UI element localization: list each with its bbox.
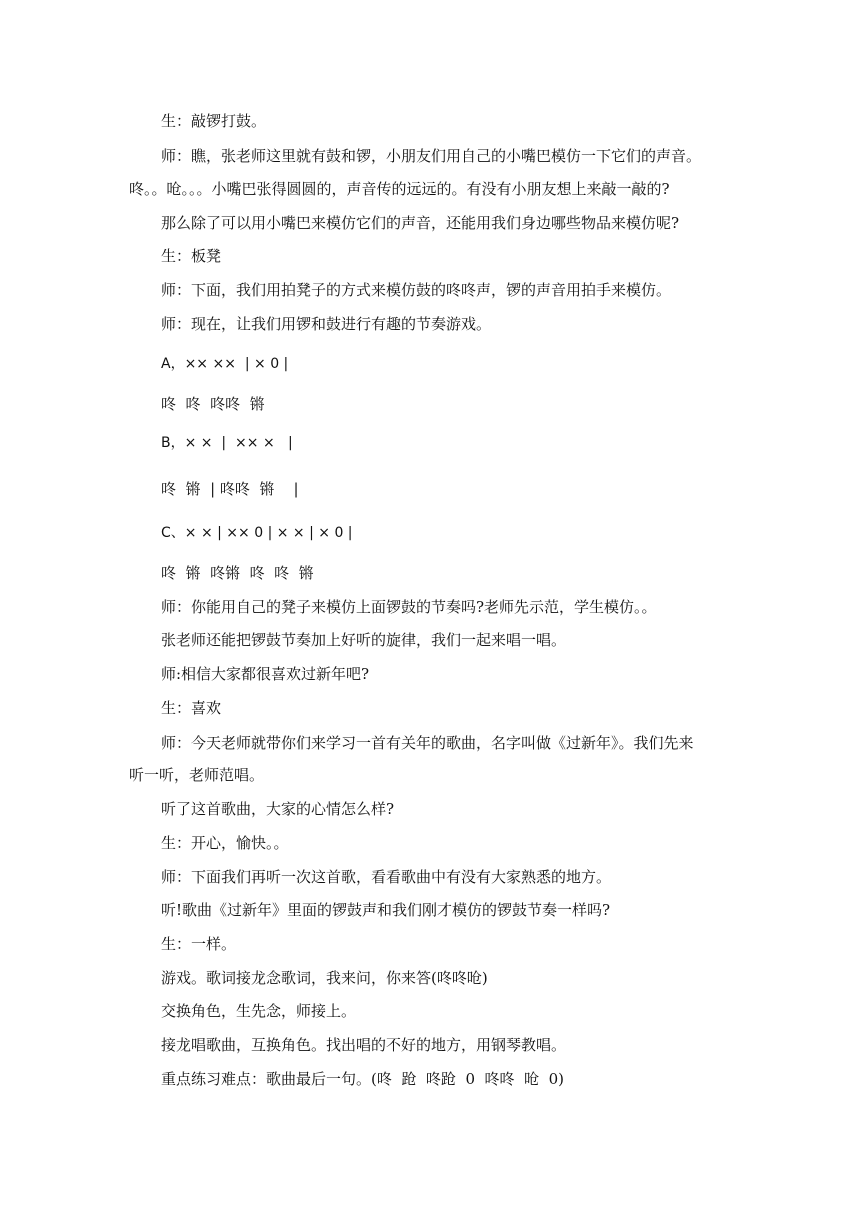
- paragraph-line: 生：开心，愉快。。: [161, 834, 289, 852]
- paragraph-line: 听了这首歌曲，大家的心情怎么样?: [161, 800, 395, 818]
- paragraph-line: 师：今天老师就带你们来学习一首有关年的歌曲，名字叫做《过新年》。我们先来: [161, 734, 694, 752]
- paragraph-line: 张老师还能把锣鼓节奏加上好听的旋律，我们一起来唱一唱。: [161, 631, 567, 649]
- paragraph-line: 听!歌曲《过新年》里面的锣鼓声和我们刚才模仿的锣鼓节奏一样吗?: [161, 901, 611, 919]
- rhythm-notation: B，× × | ×× × |: [161, 435, 293, 451]
- paragraph-line: 师：下面，我们用拍凳子的方式来模仿鼓的咚咚声，锣的声音用拍手来模仿。: [161, 281, 672, 299]
- paragraph-line: 生：喜欢: [161, 699, 222, 717]
- paragraph-line: 师：瞧，张老师这里就有鼓和锣，小朋友们用自己的小嘴巴模仿一下它们的声音。: [161, 147, 702, 165]
- paragraph-line: 师：现在，让我们用锣和鼓进行有趣的节奏游戏。: [161, 315, 492, 333]
- paragraph-line: 接龙唱歌曲，互换角色。找出唱的不好的地方，用钢琴教唱。: [161, 1036, 567, 1054]
- rhythm-syllables: 咚 锵 | 咚咚 锵 |: [161, 480, 299, 498]
- rhythm-notation: C、× × | ×× 0 | × × | × 0 |: [161, 525, 353, 541]
- paragraph-line: 生：敲锣打鼓。: [161, 112, 267, 130]
- paragraph-line: 师：下面我们再听一次这首歌，看看歌曲中有没有大家熟悉的地方。: [161, 868, 612, 886]
- paragraph-line: 咚。。呛。。。小嘴巴张得圆圆的，声音传的远远的。有没有小朋友想上来敲一敲的?: [129, 180, 670, 198]
- paragraph-line: 那么除了可以用小嘴巴来模仿它们的声音，还能用我们身边哪些物品来模仿呢?: [161, 214, 680, 232]
- paragraph-line: 交换角色，生先念，师接上。: [161, 1002, 357, 1020]
- paragraph-line: 师：你能用自己的凳子来模仿上面锣鼓的节奏吗?老师先示范，学生模仿。。: [161, 598, 657, 616]
- paragraph-line: 师:相信大家都很喜欢过新年吧?: [161, 665, 370, 683]
- paragraph-line: 听一听，老师范唱。: [129, 766, 265, 784]
- paragraph-line: 游戏。歌词接龙念歌词，我来问，你来答(咚咚呛): [161, 969, 488, 987]
- rhythm-syllables: 咚 锵 咚锵 咚 咚 锵: [161, 564, 314, 582]
- paragraph-line: 重点练习难点：歌曲最后一句。(咚 跄 咚跄 0 咚咚 呛 0): [161, 1070, 565, 1088]
- rhythm-notation: A，×× ×× | × 0 |: [161, 356, 289, 372]
- paragraph-line: 生：一样。: [161, 935, 237, 953]
- rhythm-syllables: 咚 咚 咚咚 锵: [161, 395, 265, 413]
- paragraph-line: 生：板凳: [161, 247, 222, 265]
